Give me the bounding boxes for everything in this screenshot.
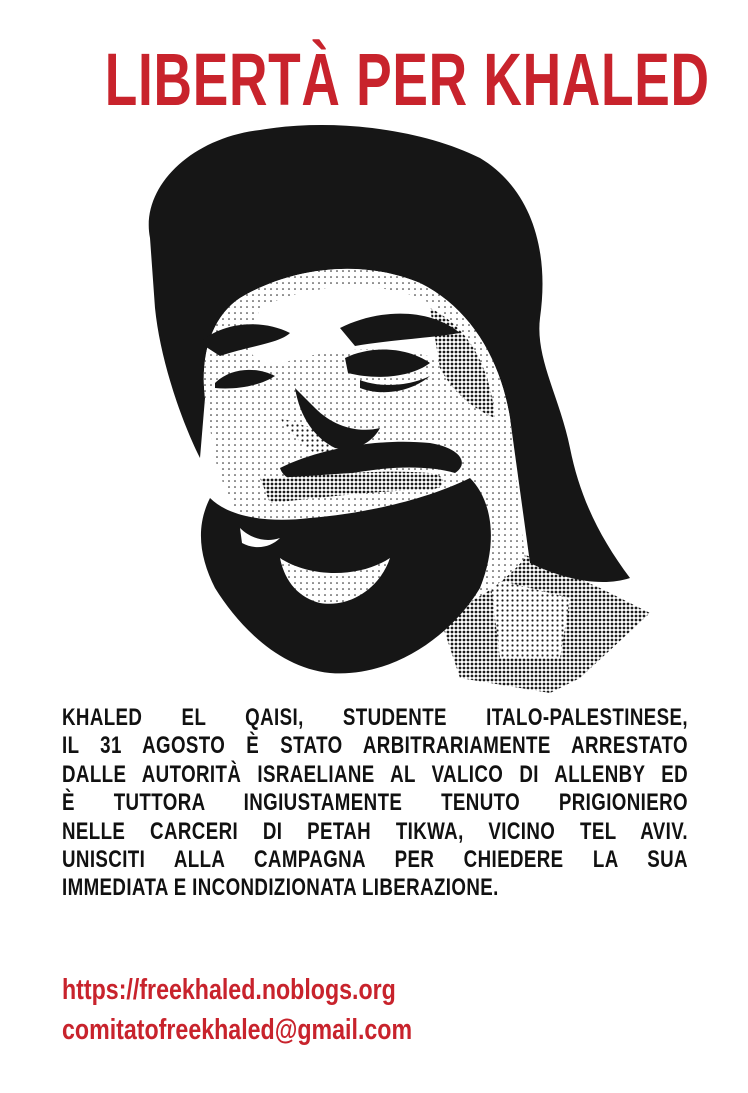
portrait-illustration — [130, 118, 660, 698]
halftone-portrait-icon — [130, 118, 660, 698]
statement-line: È TUTTORA INGIUSTAMENTE TENUTO PRIGIONIERO — [62, 789, 688, 817]
statement-line: NELLE CARCERI DI PETAH TIKWA, VICINO TEL AVIV. — [62, 817, 688, 845]
email-link[interactable]: comitatofreekhaled@gmail.com — [62, 1014, 413, 1046]
statement-line: IMMEDIATA E INCONDIZIONATA LIBERAZIONE. — [62, 874, 499, 902]
statement-line: UNISCITI ALLA CAMPAGNA PER CHIEDERE LA SUA — [62, 846, 688, 874]
contact-block — [62, 970, 500, 1050]
statement-line: KHALED EL QAISI, STUDENTE ITALO-PALESTINESE, — [62, 704, 688, 731]
statement-paragraph — [62, 704, 688, 903]
poster-title: LIBERTÀ PER KHALED — [104, 38, 710, 121]
statement-line: IL 31 AGOSTO È STATO ARBITRARIAMENTE ARRESTATO — [62, 732, 688, 760]
website-link[interactable]: https://freekhaled.noblogs.org — [62, 974, 396, 1006]
statement-line: DALLE AUTORITÀ ISRAELIANE AL VALICO DI ALLENBY ED — [62, 760, 688, 788]
